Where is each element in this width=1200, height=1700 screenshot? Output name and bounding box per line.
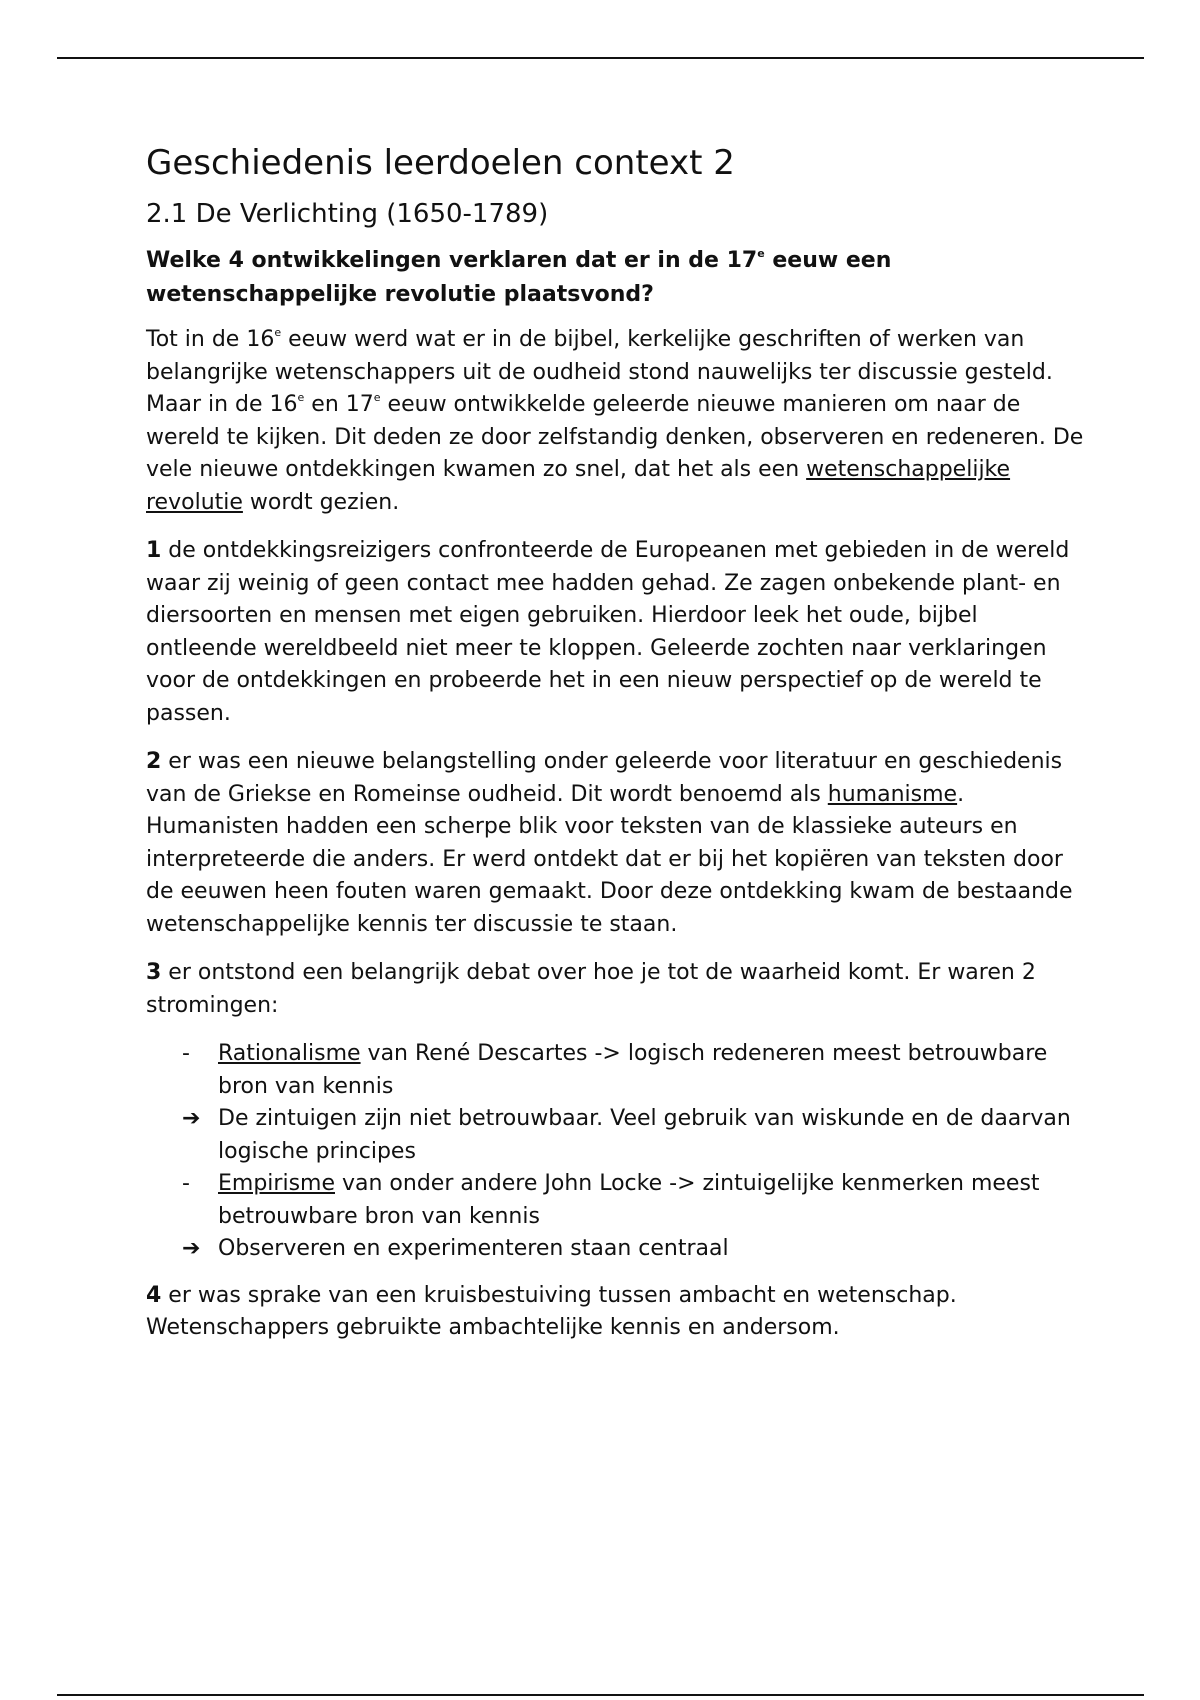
header-rule (57, 57, 1144, 59)
section-heading: 2.1 De Verlichting (1650-1789) (146, 199, 549, 229)
arrow-icon: ➔ (182, 1236, 201, 1261)
dash-bullet: - (182, 1171, 190, 1196)
dash-bullet: - (182, 1041, 190, 1066)
document-title: Geschiedenis leerdoelen context 2 (146, 143, 735, 183)
intro-paragraph: Tot in de 16e eeuw werd wat er in de bijbel, kerkelijke geschriften of werken van belangrijke wetenschappers uit de oudheid stond nauwelijks ter discussie gesteld. Maar in de 16e en 17e eeuw ontwikkelde geleerde nieuwe manieren om naar de wereld te kijken. Dit deden ze door zelfstandig denken, observeren en redeneren. De vele nieuwe ontdekkingen kwamen zo snel, dat het als een wetenschappelijke revolutie wordt gezien. (146, 326, 1084, 515)
list-item-empirisme-detail: ➔ Observeren en experimenteren staan centraal (146, 1233, 1086, 1266)
list-item-empirisme: - Empirisme van onder andere John Locke -> zintuigelijke kenmerken meest betrouwbare bron van kennis (146, 1168, 1086, 1233)
point-4-paragraph: 4 er was sprake van een kruisbestuiving tussen ambacht en wetenschap. Wetenschappers gebruikte ambachtelijke kennis en andersom. (146, 1282, 957, 1340)
point-number: 4 (146, 1282, 162, 1308)
question-heading: Welke 4 ontwikkelingen verklaren dat er in de 17e eeuw een wetenschappelijke revolutie plaatsvond? (146, 247, 892, 307)
point-number: 1 (146, 538, 162, 563)
term-rationalisme: Rationalisme (218, 1041, 361, 1066)
arrow-icon: ➔ (182, 1106, 201, 1131)
point-1-paragraph: 1 de ontdekkingsreizigers confronteerde de Europeanen met gebieden in de wereld waar zij weinig of geen contact mee hadden gehad. Ze zagen onbekende plant- en diersoorten en mensen met eigen gebruiken. Hierdoor leek het oude, bijbel ontleende wereldbeeld niet meer te kloppen. Geleerde zochten naar verklaringen voor de ontdekkingen en probeerde het in een nieuw perspectief op de wereld te passen. (146, 538, 1070, 726)
term-wetenschappelijke-revolutie: wetenschappelijke revolutie (146, 457, 1011, 515)
footer-rule (57, 1694, 1144, 1696)
list-item-rationalisme: - Rationalisme van René Descartes -> logisch redeneren meest betrouwbare bron van kennis (146, 1038, 1086, 1103)
term-humanisme: humanisme (827, 781, 958, 807)
list-item-rationalisme-detail: ➔ De zintuigen zijn niet betrouwbaar. Veel gebruik van wiskunde en de daarvan logische principes (146, 1103, 1086, 1168)
point-number: 2 (146, 749, 162, 774)
term-empirisme: Empirisme (218, 1171, 335, 1196)
document-body (146, 138, 1086, 1361)
point-3-paragraph: 3 er ontstond een belangrijk debat over hoe je tot de waarheid komt. Er waren 2 stromingen: (146, 960, 1036, 1018)
point-2-paragraph: 2 er was een nieuwe belangstelling onder geleerde voor literatuur en geschiedenis van de Griekse en Romeinse oudheid. Dit wordt benoemd als humanisme. Humanisten hadden een scherpe blik voor teksten van de klassieke auteurs en interpreteerde die anders. Er werd ontdekt dat er bij het kopiëren van teksten door de eeuwen heen fouten waren gemaakt. Door deze ontdekking kwam de bestaande wetenschappelijke kennis ter discussie te staan. (146, 749, 1073, 937)
point-number: 3 (146, 960, 162, 985)
stromingen-list (146, 1038, 1086, 1266)
